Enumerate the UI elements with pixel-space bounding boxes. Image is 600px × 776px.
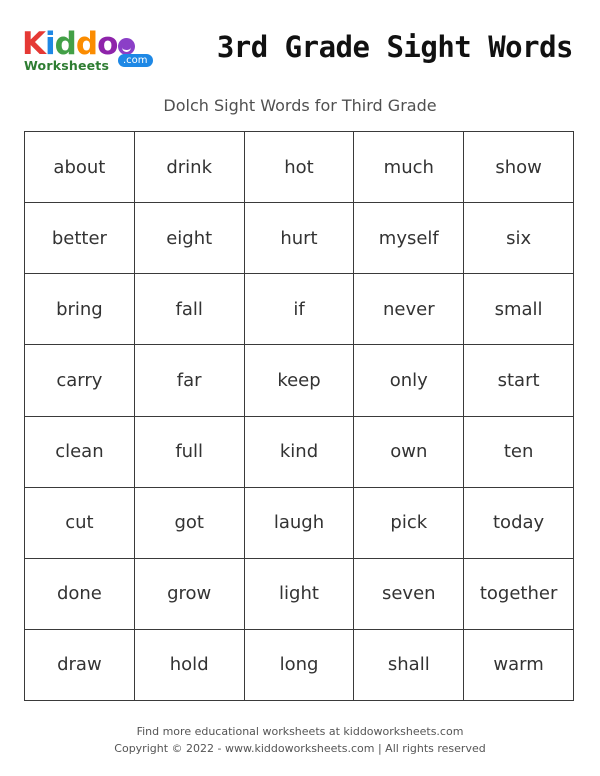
word-cell: pick [354, 487, 464, 558]
table-row [25, 487, 574, 558]
table-row [25, 345, 574, 416]
word-cell: done [25, 558, 135, 629]
logo-letter: d [54, 26, 76, 62]
logo-letter: d [75, 26, 98, 62]
word-cell: warm [464, 629, 574, 700]
logo-com-badge: .com [118, 54, 153, 67]
sight-words-table [24, 131, 574, 701]
word-cell: hold [134, 629, 244, 700]
word-cell: light [244, 558, 354, 629]
word-cell: carry [25, 345, 135, 416]
word-cell: clean [25, 416, 135, 487]
word-cell: long [244, 629, 354, 700]
table-row [25, 274, 574, 345]
page-subtitle: Dolch Sight Words for Third Grade [163, 96, 437, 115]
logo-letter: K [22, 26, 46, 62]
word-cell: small [464, 274, 574, 345]
table-row [25, 132, 574, 203]
word-cell: much [354, 132, 464, 203]
word-cell: hot [244, 132, 354, 203]
word-cell: eight [134, 203, 244, 274]
logo-letter: i [45, 26, 55, 62]
word-cell: bring [25, 274, 135, 345]
word-cell: keep [244, 345, 354, 416]
table-row [25, 203, 574, 274]
word-cell: show [464, 132, 574, 203]
word-cell: myself [354, 203, 464, 274]
word-cell: full [134, 416, 244, 487]
word-cell: seven [354, 558, 464, 629]
footer-promo: Find more educational worksheets at kiddoworksheets.com [136, 725, 464, 738]
footer-copyright: Copyright © 2022 - www.kiddoworksheets.com | All rights reserved [114, 742, 486, 755]
table-row [25, 558, 574, 629]
word-cell: only [354, 345, 464, 416]
kiddo-logo [22, 26, 152, 76]
word-cell: grow [134, 558, 244, 629]
word-cell: ten [464, 416, 574, 487]
table-row [25, 416, 574, 487]
word-cell: about [25, 132, 135, 203]
logo-subtext: Worksheets [24, 58, 110, 73]
word-cell: draw [25, 629, 135, 700]
word-cell: better [25, 203, 135, 274]
word-cell: laugh [244, 487, 354, 558]
word-cell: got [134, 487, 244, 558]
word-cell: kind [244, 416, 354, 487]
word-cell: hurt [244, 203, 354, 274]
logo-letter: o [97, 26, 118, 62]
word-cell: cut [25, 487, 135, 558]
word-cell: far [134, 345, 244, 416]
word-cell: never [354, 274, 464, 345]
word-cell: six [464, 203, 574, 274]
smiley-icon [118, 38, 135, 55]
page-title: 3rd Grade Sight Words [216, 30, 573, 64]
word-cell: shall [354, 629, 464, 700]
word-cell: start [464, 345, 574, 416]
word-cell: if [244, 274, 354, 345]
word-cell: together [464, 558, 574, 629]
word-cell: drink [134, 132, 244, 203]
word-cell: today [464, 487, 574, 558]
word-cell: own [354, 416, 464, 487]
table-row [25, 629, 574, 700]
word-cell: fall [134, 274, 244, 345]
